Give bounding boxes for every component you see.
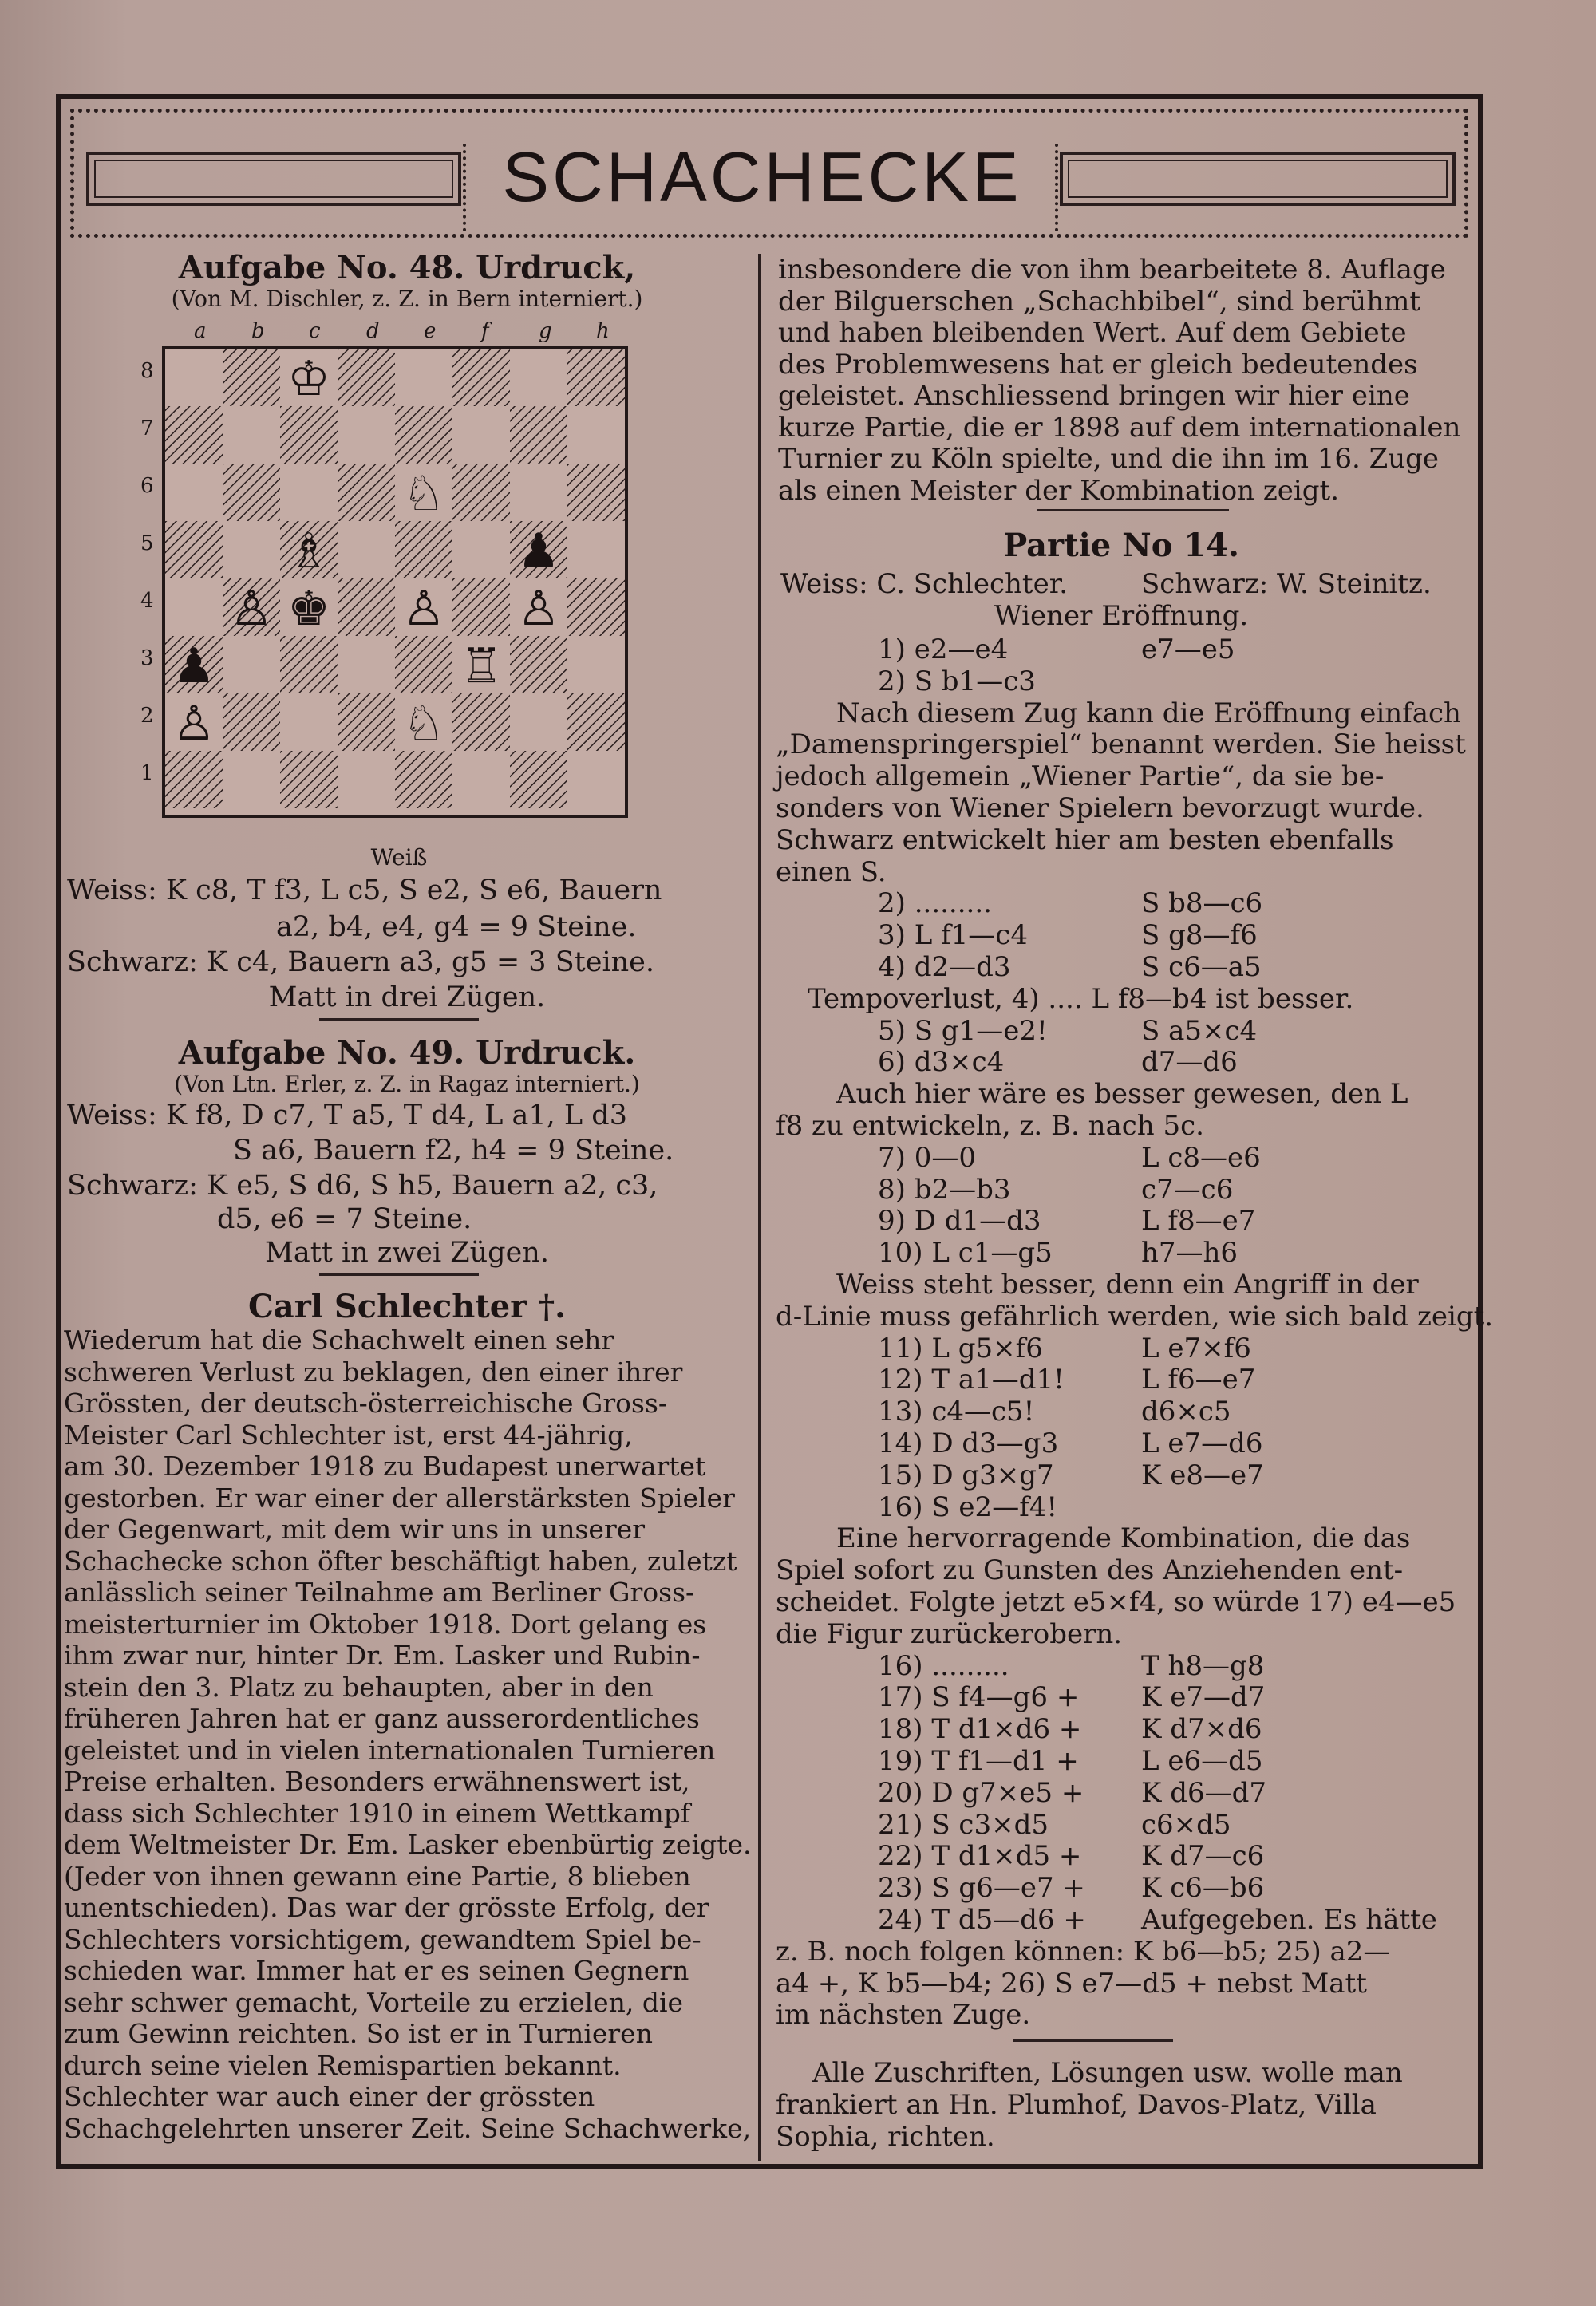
separator-rule	[319, 1273, 479, 1276]
problem49-white: Weiss: K f8, D c7, T a5, T d4, L a1, L d3	[67, 1100, 627, 1131]
black-pawn-icon: ♟	[172, 638, 215, 694]
obituary-line: der Bilguerschen „Schachbibel“, sind berühmt	[778, 285, 1421, 318]
light-square	[452, 521, 510, 578]
move-white: 23) S g6—e7 +	[878, 1872, 1085, 1905]
white-pawn-icon: ♙	[402, 581, 445, 637]
obituary-line: unentschieden). Das war der grösste Erfolg, der	[64, 1892, 709, 1923]
obituary-line: Schachecke schon öfter beschäftigt haben, zuletzt	[64, 1545, 737, 1577]
annotation-line: Spiel sofort zu Gunsten des Anziehenden ent-	[776, 1554, 1404, 1587]
light-square	[338, 751, 395, 808]
obituary-line: geleistet und in vielen internationalen Turnieren	[64, 1734, 716, 1766]
dark-square	[452, 464, 510, 521]
obituary-line: Wiederum hat die Schachwelt einen sehr	[64, 1325, 614, 1356]
annotation-line: jedoch allgemein „Wiener Partie“, da sie be-	[776, 760, 1385, 793]
dark-square	[452, 349, 510, 406]
title-divider-left	[463, 144, 466, 231]
white-knight-icon: ♘	[402, 696, 445, 752]
light-square	[567, 406, 625, 464]
light-square	[510, 693, 567, 751]
obituary-line: dem Weltmeister Dr. Em. Lasker ebenbürtig zeigte.	[64, 1829, 752, 1860]
dark-square	[280, 406, 338, 464]
white-knight-icon: ♘	[402, 466, 445, 522]
dark-square	[280, 751, 338, 808]
light-square	[165, 464, 223, 521]
light-square	[280, 464, 338, 521]
obituary-line: dass sich Schlechter 1910 in einem Wettkampf	[64, 1797, 691, 1829]
obituary-line: Schachgelehrten unserer Zeit. Seine Schachwerke,	[64, 2112, 752, 2144]
move-black: K c6—b6	[1141, 1872, 1265, 1905]
move-black: S g8—f6	[1141, 919, 1258, 952]
move-white: 4) d2—d3	[878, 951, 1011, 983]
move-white: 6) d3×c4	[878, 1046, 1005, 1079]
ending-line: z. B. noch folgen können: K b6—b5; 25) a2—	[776, 1935, 1391, 1968]
move-black: c7—c6	[1141, 1173, 1234, 1206]
move-white: 24) T d5—d6 +	[878, 1904, 1086, 1936]
move-white: 2) .........	[878, 887, 992, 920]
dark-square	[338, 349, 395, 406]
obituary-line: sehr schwer gemacht, Vorteile zu erzielen, die	[64, 1986, 684, 2018]
dark-square	[567, 693, 625, 751]
move-black: K d7—c6	[1141, 1840, 1265, 1873]
move-black: S b8—c6	[1141, 887, 1263, 920]
rank-label: 5	[140, 531, 154, 555]
light-square	[452, 751, 510, 808]
annotation-line: Auch hier wäre es besser gewesen, den L	[836, 1078, 1408, 1111]
light-square	[395, 349, 452, 406]
obituary-line: meisterturnier im Oktober 1918. Dort gelang es	[64, 1608, 707, 1640]
problem48-author: (Von M. Dischler, z. Z. in Bern interniert.)	[171, 286, 643, 312]
dark-square	[452, 578, 510, 636]
obituary-line: Grössten, der deutsch-österreichische Gross-	[64, 1388, 668, 1419]
dark-square	[280, 636, 338, 693]
problem48-black: Schwarz: K c4, Bauern a3, g5 = 3 Steine.	[67, 946, 655, 978]
annotation-line: f8 zu entwickeln, z. B. nach 5c.	[776, 1110, 1204, 1142]
move-black: L f6—e7	[1141, 1364, 1256, 1396]
move-white: 13) c4—c5!	[878, 1396, 1035, 1428]
light-square	[338, 636, 395, 693]
game-black-player: Schwarz: W. Steinitz.	[1141, 568, 1432, 600]
obituary-line: des Problemwesens hat er gleich bedeutendes	[778, 348, 1418, 381]
obituary-line: Meister Carl Schlechter ist, erst 44-jährig,	[64, 1419, 633, 1451]
obituary-line: anlässlich seiner Teilnahme am Berliner Gross-	[64, 1577, 695, 1608]
problem48-heading: Aufgabe No. 48. Urdruck,	[178, 249, 636, 286]
ending-line: a4 +, K b5—b4; 26) S e7—d5 + nebst Matt	[776, 1967, 1367, 2000]
move-black: Aufgegeben. Es hätte	[1141, 1904, 1437, 1936]
obituary-line: ihm zwar nur, hinter Dr. Em. Lasker und Rubin-	[64, 1640, 701, 1671]
problem48-task: Matt in drei Zügen.	[268, 981, 546, 1013]
rank-label: 2	[140, 704, 154, 728]
light-square	[165, 349, 223, 406]
obituary-line: stein den 3. Platz zu behaupten, aber in den	[64, 1671, 654, 1703]
problem49-black: Schwarz: K e5, S d6, S h5, Bauern a2, c3,	[67, 1170, 658, 1202]
dark-square	[510, 751, 567, 808]
header-ornament-left	[86, 152, 461, 206]
dark-square	[395, 521, 452, 578]
move-white: 1) e2—e4	[878, 634, 1009, 665]
problem48-white: Weiss: K c8, T f3, L c5, S e2, S e6, Bauern	[67, 875, 662, 906]
header-ornament-right	[1060, 152, 1456, 206]
dark-square	[165, 406, 223, 464]
dark-square	[395, 636, 452, 693]
move-black: h7—h6	[1141, 1237, 1238, 1269]
move-black: S a5×c4	[1141, 1014, 1258, 1047]
dark-square	[165, 751, 223, 808]
light-square	[510, 464, 567, 521]
footer-line: frankiert an Hn. Plumhof, Davos-Platz, Villa	[776, 2089, 1377, 2121]
light-square	[567, 636, 625, 693]
move-white: 14) D d3—g3	[878, 1427, 1059, 1459]
separator-rule	[1013, 2039, 1173, 2042]
move-white: 22) T d1×d5 +	[878, 1840, 1082, 1873]
white-king-icon: ♔	[287, 351, 330, 407]
light-square	[338, 406, 395, 464]
move-black: T h8—g8	[1141, 1649, 1265, 1682]
move-white: 19) T f1—d1 +	[878, 1745, 1079, 1777]
dark-square	[395, 406, 452, 464]
obituary-line: geleistet. Anschliessend bringen wir hier eine	[778, 380, 1410, 412]
dark-square	[510, 406, 567, 464]
move-black: K e7—d7	[1141, 1681, 1266, 1714]
light-square	[223, 406, 280, 464]
dark-square	[452, 693, 510, 751]
file-label: b	[251, 319, 265, 343]
annotation-line: d-Linie muss gefährlich werden, wie sich bald zeigt.	[776, 1300, 1494, 1333]
dark-square	[223, 349, 280, 406]
problem49-black-cont: d5, e6 = 7 Steine.	[217, 1203, 472, 1235]
rank-label: 4	[140, 589, 154, 613]
separator-rule	[1037, 509, 1229, 511]
obituary-line: als einen Meister der Kombination zeigt.	[778, 474, 1340, 507]
rank-label: 7	[140, 417, 154, 440]
white-pawn-icon: ♙	[517, 581, 560, 637]
dark-square	[165, 521, 223, 578]
obituary-line: am 30. Dezember 1918 zu Budapest unerwartet	[64, 1451, 706, 1482]
dark-square	[338, 578, 395, 636]
obituary-line: gestorben. Er war einer der allerstärksten Spieler	[64, 1482, 735, 1514]
obituary-line: insbesondere die von ihm bearbeitete 8. Auflage	[778, 254, 1446, 286]
dark-square	[510, 636, 567, 693]
move-white: 17) S f4—g6 +	[878, 1681, 1080, 1714]
obituary-line: früheren Jahren hat er ganz ausserordentliches	[64, 1703, 700, 1734]
move-white: 12) T a1—d1!	[878, 1364, 1065, 1396]
problem49-heading: Aufgabe No. 49. Urdruck.	[178, 1034, 636, 1072]
annotation-line: Schwarz entwickelt hier am besten ebenfalls	[776, 823, 1394, 856]
game-heading: Partie No 14.	[1003, 527, 1239, 564]
file-label: d	[366, 319, 380, 343]
move-white: 16) S e2—f4!	[878, 1491, 1058, 1523]
footer-line: Alle Zuschriften, Lösungen usw. wolle man	[812, 2057, 1403, 2089]
dark-square	[567, 578, 625, 636]
annotation-line: scheidet. Folgte jetzt e5×f4, so würde 17) e4—e5	[776, 1586, 1456, 1618]
problem49-task: Matt in zwei Zügen.	[265, 1237, 549, 1269]
obituary-line: und haben bleibenden Wert. Auf dem Gebiete	[778, 317, 1407, 349]
move-black: L e7—d6	[1141, 1427, 1263, 1459]
dark-square	[567, 349, 625, 406]
move-white: 5) S g1—e2!	[878, 1014, 1048, 1047]
light-square	[452, 406, 510, 464]
dark-square	[338, 693, 395, 751]
move-black: c6×d5	[1141, 1808, 1231, 1841]
dark-square	[395, 751, 452, 808]
white-rook-icon: ♖	[460, 638, 503, 694]
title-divider-right	[1055, 144, 1058, 231]
file-label: a	[194, 319, 207, 343]
move-white: 8) b2—b3	[878, 1173, 1011, 1206]
white-pawn-icon: ♙	[172, 696, 215, 752]
annotation-line: Weiss steht besser, denn ein Angriff in der	[836, 1269, 1419, 1301]
move-black: K d6—d7	[1141, 1776, 1267, 1809]
problem48-white-cont: a2, b4, e4, g4 = 9 Steine.	[276, 911, 637, 943]
white-bishop-icon: ♗	[287, 523, 330, 579]
file-label: f	[481, 319, 489, 343]
light-square	[338, 521, 395, 578]
rank-label: 8	[140, 359, 154, 383]
move-black: L f8—e7	[1141, 1205, 1256, 1238]
obituary-line: Turnier zu Köln spielte, und die ihn im 16. Zuge	[778, 443, 1440, 475]
rank-label: 1	[140, 761, 154, 785]
file-label: e	[424, 319, 437, 343]
dark-square	[567, 464, 625, 521]
light-square	[567, 521, 625, 578]
annotation-line: Tempoverlust, 4) .... L f8—b4 ist besser.	[808, 982, 1354, 1015]
light-square	[223, 521, 280, 578]
move-black: L c8—e6	[1141, 1141, 1261, 1174]
move-black: e7—e5	[1141, 634, 1235, 665]
annotation-line: sonders von Wiener Spielern bevorzugt wurde.	[776, 792, 1424, 824]
move-white: 2) S b1—c3	[878, 665, 1036, 697]
obituary-heading: Carl Schlechter †.	[247, 1288, 567, 1325]
black-pawn-icon: ♟	[517, 523, 560, 579]
light-square	[223, 636, 280, 693]
move-black: K d7×d6	[1141, 1713, 1262, 1746]
obituary-line: (Jeder von ihnen gewann eine Partie, 8 blieben	[64, 1860, 691, 1892]
obituary-line: schweren Verlust zu beklagen, den einer ihrer	[64, 1356, 683, 1388]
file-label: g	[539, 319, 552, 343]
obituary-line: zum Gewinn reichten. So ist er in Turnieren	[64, 2018, 653, 2049]
move-white: 3) L f1—c4	[878, 919, 1028, 952]
annotation-line: Nach diesem Zug kann die Eröffnung einfach	[836, 697, 1461, 729]
problem49-white-cont: S a6, Bauern f2, h4 = 9 Steine.	[233, 1135, 674, 1167]
chess-board	[162, 346, 628, 818]
rank-label: 3	[140, 646, 154, 670]
black-king-icon: ♚	[287, 581, 330, 637]
dark-square	[223, 464, 280, 521]
obituary-line: schieden war. Immer hat er es seinen Gegnern	[64, 1955, 689, 1986]
white-pawn-icon: ♙	[230, 581, 273, 637]
separator-rule	[319, 1018, 479, 1021]
file-label: h	[596, 319, 610, 343]
move-white: 7) 0—0	[878, 1141, 976, 1174]
ending-line: im nächsten Zuge.	[776, 1999, 1031, 2032]
board-caption: Weiß	[370, 844, 428, 871]
game-opening: Wiener Eröffnung.	[994, 600, 1249, 632]
light-square	[567, 751, 625, 808]
game-white-player: Weiss: C. Schlechter.	[780, 568, 1069, 600]
light-square	[223, 751, 280, 808]
rank-label: 6	[140, 474, 154, 498]
page-title: SCHACHECKE	[502, 137, 1022, 216]
footer-line: Sophia, richten.	[776, 2121, 995, 2153]
move-black: K e8—e7	[1141, 1459, 1264, 1491]
move-white: 20) D g7×e5 +	[878, 1776, 1084, 1809]
obituary-line: durch seine vielen Remispartien bekannt.	[64, 2049, 622, 2081]
move-black: d6×c5	[1141, 1396, 1231, 1428]
move-white: 16) .........	[878, 1649, 1009, 1682]
light-square	[510, 349, 567, 406]
move-white: 10) L c1—g5	[878, 1237, 1053, 1269]
file-label: c	[309, 319, 321, 343]
move-white: 11) L g5×f6	[878, 1332, 1043, 1364]
obituary-line: der Gegenwart, mit dem wir uns in unserer	[64, 1514, 646, 1545]
annotation-line: die Figur zurückerobern.	[776, 1617, 1123, 1650]
annotation-line: „Damenspringerspiel“ benannt werden. Sie heisst	[776, 729, 1466, 761]
move-black: S c6—a5	[1141, 951, 1262, 983]
column-divider	[758, 254, 761, 2161]
annotation-line: einen S.	[776, 855, 887, 888]
light-square	[280, 693, 338, 751]
move-white: 21) S c3×d5	[878, 1808, 1049, 1841]
move-white: 18) T d1×d6 +	[878, 1713, 1082, 1746]
move-white: 15) D g3×g7	[878, 1459, 1054, 1491]
annotation-line: Eine hervorragende Kombination, die das	[836, 1522, 1411, 1555]
move-black: L e7×f6	[1141, 1332, 1251, 1364]
move-black: d7—d6	[1141, 1046, 1238, 1079]
move-white: 9) D d1—d3	[878, 1205, 1041, 1238]
light-square	[165, 578, 223, 636]
dark-square	[338, 464, 395, 521]
move-black: L e6—d5	[1141, 1745, 1263, 1777]
dark-square	[223, 693, 280, 751]
obituary-line: Preise erhalten. Besonders erwähnenswert ist,	[64, 1766, 690, 1797]
obituary-line: Schlechters vorsichtigem, gewandtem Spiel be-	[64, 1923, 701, 1955]
obituary-line: kurze Partie, die er 1898 auf dem internationalen	[778, 411, 1461, 444]
chess-board-diagram	[165, 349, 625, 815]
obituary-line: Schlechter war auch einer der grössten	[64, 2081, 595, 2112]
problem49-author: (Von Ltn. Erler, z. Z. in Ragaz interniert.)	[174, 1071, 640, 1097]
